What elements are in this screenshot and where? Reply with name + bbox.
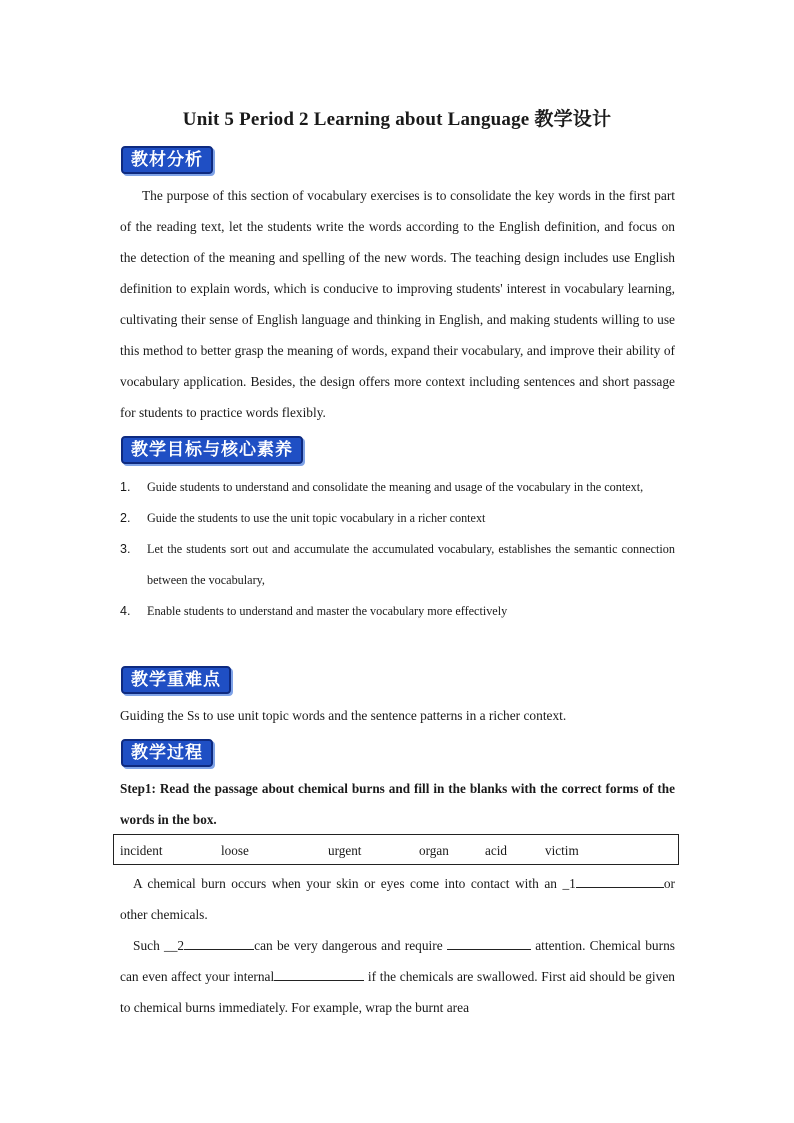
- passage-paragraph-2: [120, 930, 675, 1023]
- objectives-list: [120, 472, 675, 627]
- section-heading-key-points: 教学重难点: [121, 666, 231, 694]
- word-box-item: incident: [120, 843, 163, 858]
- passage-text: attention. Chemical burns can even affect your internal: [120, 938, 675, 984]
- blank-3: [447, 935, 531, 950]
- objective-text: Enable students to understand and master the vocabulary more effectively: [147, 604, 508, 618]
- objective-text: Guide students to understand and consolidate the meaning and usage of the vocabulary in the context,: [147, 480, 644, 494]
- objective-number: 1.: [120, 480, 131, 494]
- blank-4: [274, 966, 364, 981]
- word-box-item: organ: [419, 843, 449, 858]
- passage-text: if the chemicals are swallowed. First aid should be given to chemical burns immediately. For example, wrap the burnt area: [120, 969, 675, 1015]
- blank-1: [576, 873, 664, 888]
- passage-text: Such __2: [133, 938, 185, 953]
- passage-text: can be very dangerous and require: [254, 938, 443, 953]
- section-heading-objectives: 教学目标与核心素养: [121, 436, 303, 464]
- objective-item: [120, 472, 675, 503]
- blank-2: [184, 935, 254, 950]
- objective-text: Let the students sort out and accumulate the accumulated vocabulary, establishes the semantic connection between the vocabulary,: [147, 542, 675, 587]
- objective-number: 3.: [120, 542, 131, 556]
- objective-number: 4.: [120, 604, 131, 618]
- section-heading-process: 教学过程: [121, 739, 213, 767]
- analysis-paragraph: The purpose of this section of vocabulary exercises is to consolidate the key words in the first part of the reading text, let the students write the words according to the English definition, and focus on the detection of the meaning and spelling of the new words. The teaching design includes use English definition to explain words, which is conducive to improving students' interest in vocabulary learning, cultivating their sense of English language and thinking in English, and making students willing to use this method to better grasp the meaning of words, expand their vocabulary, and improve their ability of vocabulary application. Besides, the design offers more context including sentences and short passage for students to practice words flexibly.: [120, 188, 675, 420]
- word-box-item: urgent: [328, 843, 362, 858]
- key-points-text: Guiding the Ss to use unit topic words and the sentence patterns in a richer context.: [120, 708, 567, 723]
- objective-item: [120, 596, 675, 627]
- passage-text: A chemical burn occurs when your skin or eyes come into contact with an _1: [133, 876, 576, 891]
- step1-instruction: Step1: Read the passage about chemical burns and fill in the blanks with the correct forms of the words in the box.: [120, 781, 675, 827]
- word-box: [113, 834, 679, 865]
- objective-item: [120, 503, 675, 534]
- passage-text: or other chemicals.: [120, 876, 675, 922]
- objective-text: Guide the students to use the unit topic vocabulary in a richer context: [147, 511, 486, 525]
- passage-paragraph-1: [120, 868, 675, 930]
- word-box-item: victim: [545, 843, 579, 858]
- section-heading-analysis: 教材分析: [121, 146, 213, 174]
- objective-item: [120, 534, 675, 596]
- word-box-item: acid: [485, 843, 507, 858]
- objective-number: 2.: [120, 511, 131, 525]
- page-title: Unit 5 Period 2 Learning about Language 教学设计: [182, 109, 612, 130]
- word-box-item: loose: [221, 843, 249, 858]
